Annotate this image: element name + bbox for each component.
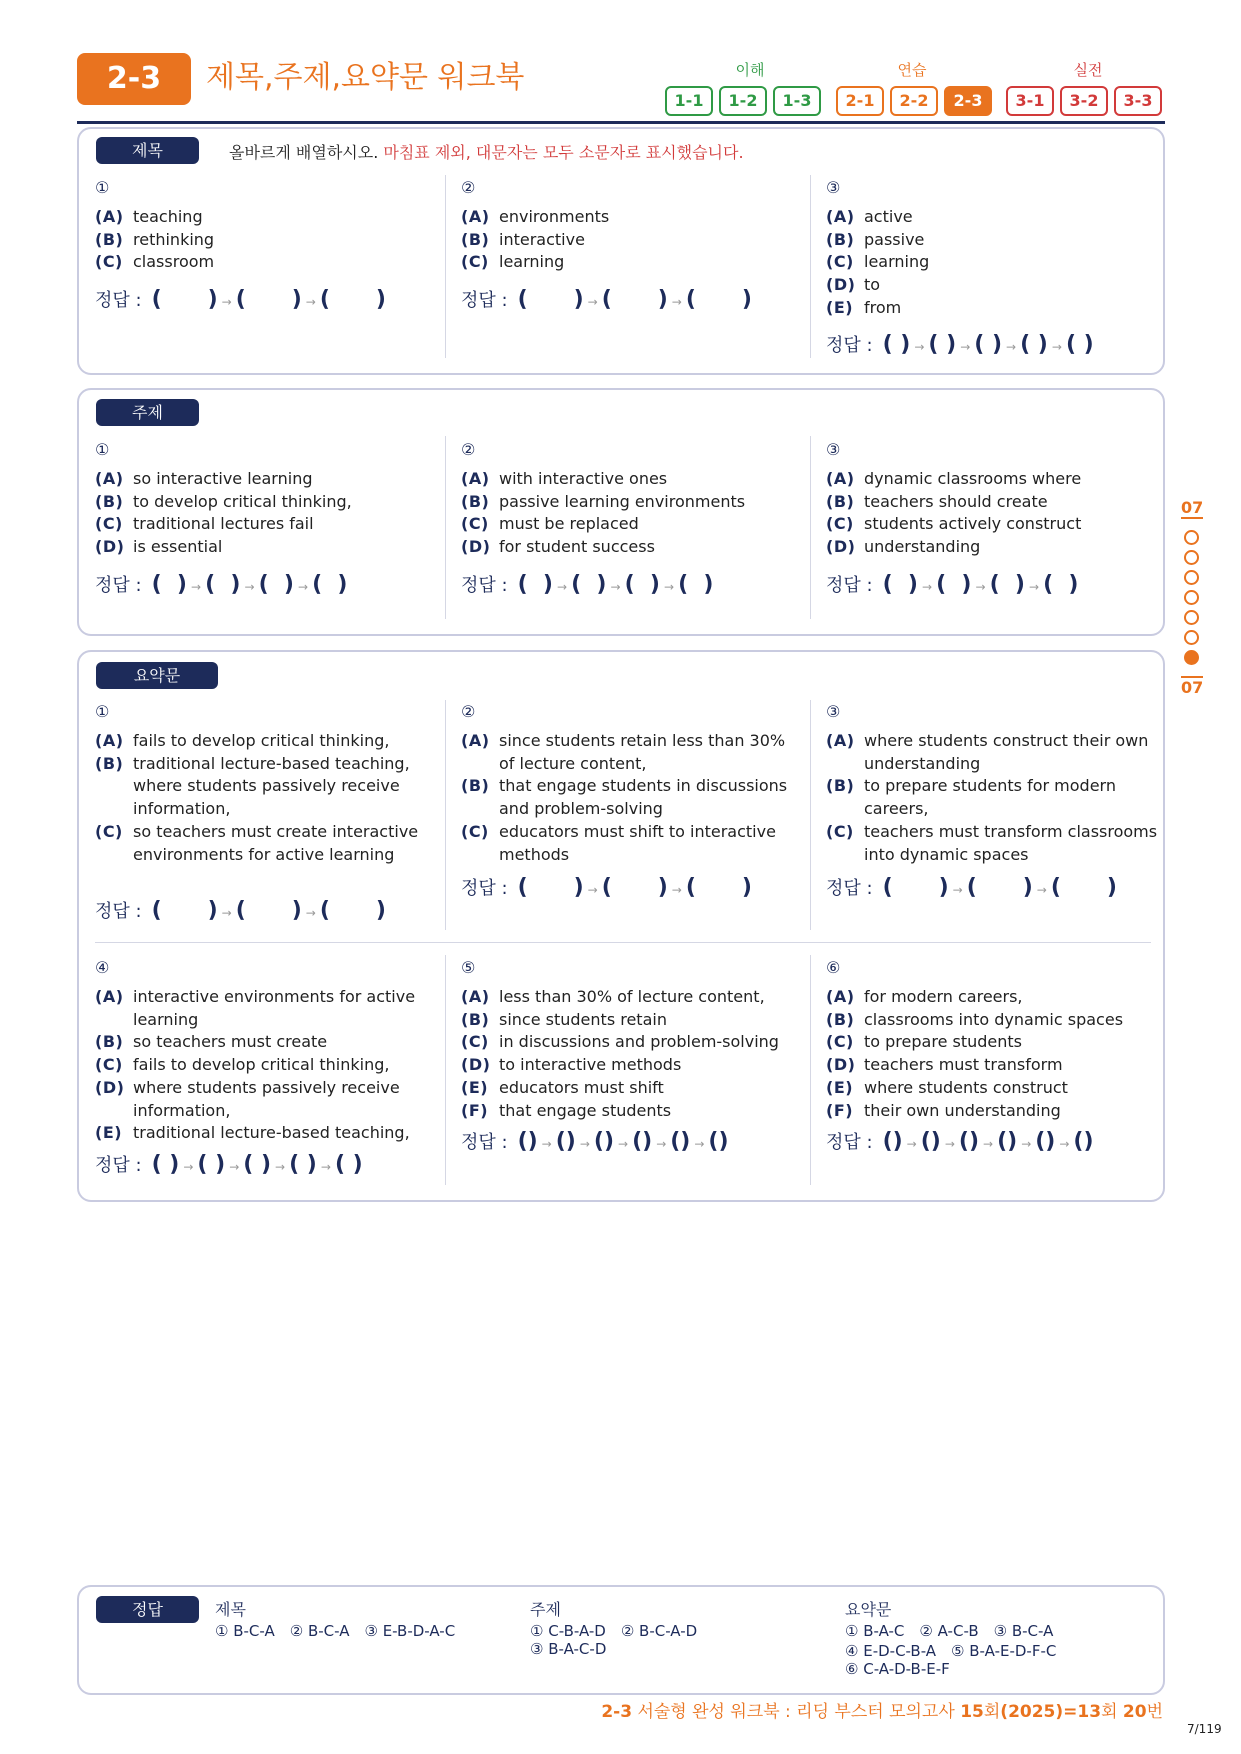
- option: [826, 986, 1161, 1009]
- option-key: (C): [826, 821, 854, 841]
- option-key: (A): [461, 207, 490, 226]
- option-text: passive learning environments: [499, 491, 746, 511]
- option: [826, 491, 1166, 514]
- option: [826, 821, 1161, 866]
- key-summary-head: 요약문: [845, 1600, 892, 1619]
- option: [95, 730, 430, 753]
- option: [826, 206, 1166, 229]
- option: [826, 1054, 1161, 1077]
- answer-slots-4[interactable]: 정답 : ( ) → ( ) → ( ) → ( ): [95, 572, 348, 597]
- option: [461, 229, 801, 252]
- question-number: ①: [95, 702, 110, 721]
- option-key: (B): [826, 776, 855, 796]
- option-key: (D): [826, 537, 856, 557]
- title-instruction: [229, 140, 744, 163]
- step-3-1[interactable]: 3-1: [1006, 86, 1054, 116]
- answer-slots-6[interactable]: 정답 : () → () → () → () → () → (): [461, 1129, 729, 1154]
- key-topic-head: 주제: [530, 1600, 561, 1619]
- option: [826, 1009, 1161, 1032]
- answer-label: 정답 :: [826, 878, 873, 899]
- option-key: (E): [826, 1077, 854, 1097]
- option-key: (C): [826, 252, 854, 272]
- option-text: so teachers must create interactive environments for active learning: [133, 821, 419, 864]
- option: [826, 1100, 1161, 1123]
- page-number: 7/119: [1187, 1722, 1222, 1736]
- option-text: from: [864, 297, 902, 317]
- option: [461, 1077, 796, 1100]
- page-footer: [601, 1697, 1163, 1722]
- option-key: (B): [461, 1009, 490, 1029]
- option-key: (E): [826, 297, 854, 317]
- option-text: to prepare students: [864, 1032, 1022, 1052]
- option-text: learning: [864, 252, 930, 272]
- key-topic-line: ① C-B-A-D ② B-C-A-D: [530, 1622, 698, 1640]
- option-key: (C): [461, 514, 489, 534]
- option-key: (D): [461, 1055, 491, 1075]
- option: [461, 1031, 796, 1054]
- option-key: (A): [95, 731, 124, 750]
- option-text: in discussions and problem-solving: [499, 1032, 779, 1052]
- question-number: ③: [826, 702, 841, 721]
- footer-book: 리딩 부스터 모의고사: [796, 1702, 961, 1722]
- section-badge: 2-3: [77, 53, 191, 105]
- footer-num: 15: [960, 1702, 984, 1722]
- option-text: interactive environments for active learning: [133, 987, 416, 1029]
- option-text: fails to develop critical thinking,: [133, 731, 390, 750]
- answer-label: 정답 :: [461, 1132, 508, 1153]
- option-key: (D): [826, 1055, 856, 1075]
- option: [461, 986, 796, 1009]
- answer-slots-5[interactable]: 정답 : ( ) → ( ) → ( ) → ( ) → ( ): [95, 1152, 363, 1177]
- option-text: that engage students in discussions and problem-solving: [499, 776, 788, 819]
- option-key: (C): [826, 514, 854, 534]
- option: [461, 206, 801, 229]
- title-question-1: [95, 178, 435, 274]
- option-key: (A): [95, 207, 124, 226]
- option-key: (A): [461, 987, 490, 1006]
- side-nav-top-number: 07: [1181, 498, 1204, 517]
- topic-question-1: [95, 440, 435, 559]
- option: [826, 274, 1166, 297]
- option-text: where students construct: [864, 1077, 1068, 1097]
- option-key: (A): [826, 207, 855, 226]
- option-text: dynamic classrooms where: [864, 469, 1082, 488]
- group-label-real: 실전: [1073, 61, 1103, 79]
- option-key: (C): [95, 821, 123, 841]
- question-number: ②: [461, 702, 476, 721]
- option: [95, 251, 435, 274]
- answer-label: 정답 :: [95, 901, 142, 922]
- option-key: (B): [826, 229, 855, 249]
- option-key: (B): [95, 753, 124, 773]
- option-text: where students construct their own understanding: [864, 731, 1149, 773]
- progress-dot: [1184, 590, 1199, 605]
- option: [95, 468, 435, 491]
- option-key: (D): [461, 537, 491, 557]
- option-key: (D): [95, 537, 125, 557]
- key-topic-line: ③ B-A-C-D: [530, 1640, 607, 1658]
- progress-dot: [1184, 610, 1199, 625]
- option-text: classrooms into dynamic spaces: [864, 1009, 1124, 1029]
- row-divider: [95, 942, 1151, 943]
- group-label-practice: 연습: [897, 61, 927, 79]
- step-3-2[interactable]: 3-2: [1060, 86, 1108, 116]
- summary-question-6: [826, 958, 1161, 1122]
- option: [826, 251, 1166, 274]
- option: [826, 229, 1166, 252]
- footer-text: 회: [1101, 1702, 1123, 1722]
- option: [95, 206, 435, 229]
- question-number: ③: [826, 440, 841, 459]
- step-2-3[interactable]: 2-3: [944, 86, 992, 116]
- option-text: rethinking: [133, 229, 215, 249]
- option: [95, 753, 430, 821]
- column-divider: [810, 436, 811, 619]
- option-text: to interactive methods: [499, 1055, 682, 1075]
- question-number: ②: [461, 440, 476, 459]
- option: [95, 491, 435, 514]
- option: [95, 1077, 430, 1122]
- title-question-3: [826, 178, 1166, 320]
- answer-slots-3[interactable]: 정답 : ( ) → ( ) → ( ): [95, 898, 386, 923]
- footer-text: 번: [1146, 1702, 1163, 1722]
- option-key: (A): [826, 469, 855, 488]
- option-key: (B): [461, 491, 490, 511]
- answer-label: 정답 :: [461, 290, 508, 311]
- column-divider: [445, 175, 446, 358]
- question-number: ①: [95, 440, 110, 459]
- answer-slots-6[interactable]: 정답 : () → () → () → () → () → (): [826, 1129, 1094, 1154]
- option-text: traditional lectures fail: [133, 514, 314, 534]
- option-text: understanding: [864, 537, 981, 557]
- option: [461, 730, 796, 775]
- answer-label: 정답 :: [461, 575, 508, 596]
- option-text: since students retain less than 30% of lecture content,: [499, 731, 786, 773]
- option-text: fails to develop critical thinking,: [133, 1055, 390, 1075]
- option-text: teachers should create: [864, 491, 1048, 511]
- step-2-1[interactable]: 2-1: [836, 86, 884, 116]
- option-text: classroom: [133, 252, 215, 272]
- option-text: for student success: [499, 537, 655, 557]
- side-nav-bottom-number: 07: [1181, 678, 1204, 697]
- option: [95, 1122, 430, 1145]
- page-title: 제목,주제,요약문 워크북: [206, 60, 525, 95]
- column-divider: [810, 955, 811, 1185]
- option-key: (B): [826, 491, 855, 511]
- option-text: so teachers must create: [133, 1032, 328, 1052]
- option-key: (C): [461, 821, 489, 841]
- option-text: teachers must transform classrooms into dynamic spaces: [864, 821, 1158, 864]
- summary-question-1: [95, 702, 430, 866]
- option: [95, 821, 430, 866]
- option: [826, 297, 1166, 320]
- column-divider: [810, 700, 811, 930]
- option-text: interactive: [499, 229, 585, 249]
- footer-num: (2025)=13: [1000, 1702, 1102, 1722]
- option-text: their own understanding: [864, 1100, 1061, 1120]
- summary-tag: 요약문: [96, 662, 218, 689]
- option-text: to prepare students for modern careers,: [864, 776, 1116, 819]
- question-number: ⑤: [461, 958, 476, 977]
- option-key: (A): [461, 731, 490, 750]
- option-key: (D): [826, 275, 856, 295]
- option: [461, 468, 801, 491]
- step-1-2[interactable]: 1-2: [719, 86, 767, 116]
- answer-label: 정답 :: [826, 575, 873, 596]
- footer-code: 2-3: [601, 1702, 633, 1722]
- option: [461, 491, 801, 514]
- progress-dot: [1184, 630, 1199, 645]
- option: [826, 513, 1166, 536]
- question-number: ⑥: [826, 958, 841, 977]
- footer-text: 회: [983, 1702, 1001, 1722]
- answer-label: 정답 :: [95, 290, 142, 311]
- option-text: to: [864, 275, 881, 295]
- column-divider: [810, 175, 811, 358]
- option-key: (B): [95, 1032, 124, 1052]
- option-key: (B): [95, 229, 124, 249]
- option-key: (E): [461, 1077, 489, 1097]
- topic-tag: 주제: [96, 399, 199, 426]
- column-divider: [445, 700, 446, 930]
- answer-slots-3[interactable]: 정답 : ( ) → ( ) → ( ): [826, 875, 1117, 900]
- option-key: (C): [95, 514, 123, 534]
- option-text: must be replaced: [499, 514, 639, 534]
- option-text: traditional lecture-based teaching,: [133, 1123, 410, 1143]
- question-number: ③: [826, 178, 841, 197]
- answer-slots-4[interactable]: 정답 : ( ) → ( ) → ( ) → ( ): [461, 572, 714, 597]
- column-divider: [445, 436, 446, 619]
- option: [95, 229, 435, 252]
- option-key: (A): [95, 469, 124, 488]
- summary-question-3: [826, 702, 1161, 866]
- option-text: where students passively receive information,: [133, 1077, 400, 1120]
- answer-label: 정답 :: [95, 575, 142, 596]
- option-text: with interactive ones: [499, 469, 668, 488]
- footer-text: 서술형 완성 워크북 :: [632, 1702, 797, 1722]
- option-text: is essential: [133, 537, 223, 557]
- topic-question-2: [461, 440, 801, 559]
- question-number: ①: [95, 178, 110, 197]
- key-title-line: ① B-C-A ② B-C-A ③ E-B-D-A-C: [215, 1622, 456, 1640]
- answer-label: 정답 :: [95, 1155, 142, 1176]
- instruction-text: 올바르게 배열하시오.: [229, 143, 379, 162]
- option: [461, 1100, 796, 1123]
- answer-slots-3[interactable]: 정답 : ( ) → ( ) → ( ): [95, 287, 386, 312]
- summary-question-4: [95, 958, 430, 1145]
- summary-question-5: [461, 958, 796, 1122]
- option: [826, 536, 1166, 559]
- option-key: (F): [461, 1100, 489, 1120]
- column-divider: [445, 955, 446, 1185]
- option-key: (C): [95, 1055, 123, 1075]
- option: [95, 536, 435, 559]
- option-text: traditional lecture-based teaching, where students passively receive information,: [133, 753, 410, 819]
- question-number: ②: [461, 178, 476, 197]
- option-key: (A): [461, 469, 490, 488]
- option-key: (A): [95, 987, 124, 1006]
- option-key: (C): [95, 252, 123, 272]
- option-key: (B): [826, 1009, 855, 1029]
- option: [826, 1077, 1161, 1100]
- option-text: educators must shift: [499, 1077, 664, 1097]
- option: [461, 513, 801, 536]
- option-text: less than 30% of lecture content,: [499, 987, 765, 1006]
- option-text: educators must shift to interactive methods: [499, 821, 776, 864]
- progress-dot: [1184, 570, 1199, 585]
- option-text: teachers must transform: [864, 1055, 1063, 1075]
- summary-question-2: [461, 702, 796, 866]
- option: [461, 775, 796, 820]
- option-text: active: [864, 207, 913, 226]
- answer-slots-4[interactable]: 정답 : ( ) → ( ) → ( ) → ( ): [826, 572, 1079, 597]
- answer-label: 정답 :: [826, 335, 873, 356]
- option-key: (B): [461, 776, 490, 796]
- option: [826, 730, 1161, 775]
- option-key: (A): [826, 987, 855, 1006]
- answer-key-tag: 정답: [96, 1596, 199, 1623]
- option: [461, 536, 801, 559]
- header-divider: [77, 121, 1165, 124]
- option: [826, 1031, 1161, 1054]
- group-label-understand: 이해: [735, 61, 765, 79]
- option-key: (F): [826, 1100, 854, 1120]
- step-1-1[interactable]: 1-1: [665, 86, 713, 116]
- option-key: (B): [461, 229, 490, 249]
- key-title-head: 제목: [215, 1600, 246, 1619]
- progress-dot: [1184, 550, 1199, 565]
- progress-dot: [1184, 530, 1199, 545]
- footer-num: 20: [1122, 1702, 1147, 1722]
- option: [461, 1054, 796, 1077]
- option-text: for modern careers,: [864, 987, 1023, 1006]
- answer-label: 정답 :: [461, 878, 508, 899]
- option: [461, 1009, 796, 1032]
- answer-label: 정답 :: [826, 1132, 873, 1153]
- option: [95, 986, 430, 1031]
- answer-slots-3[interactable]: 정답 : ( ) → ( ) → ( ): [461, 287, 752, 312]
- answer-slots-3[interactable]: 정답 : ( ) → ( ) → ( ): [461, 875, 752, 900]
- option-key: (A): [826, 731, 855, 750]
- option-text: learning: [499, 252, 565, 272]
- option: [95, 1054, 430, 1077]
- option-key: (B): [95, 491, 124, 511]
- option-text: so interactive learning: [133, 469, 313, 488]
- option-text: teaching: [133, 207, 203, 226]
- step-1-3[interactable]: 1-3: [773, 86, 821, 116]
- option: [826, 468, 1166, 491]
- question-number: ④: [95, 958, 110, 977]
- step-3-3[interactable]: 3-3: [1114, 86, 1162, 116]
- key-summary-line: ① B-A-C ② A-C-B ③ B-C-A: [845, 1622, 1054, 1640]
- option: [95, 1031, 430, 1054]
- option-key: (C): [826, 1032, 854, 1052]
- option: [826, 775, 1161, 820]
- option: [461, 251, 801, 274]
- option-key: (E): [95, 1123, 123, 1143]
- instruction-note: 마침표 제외, 대문자는 모두 소문자로 표시했습니다.: [383, 143, 744, 162]
- option: [461, 821, 796, 866]
- option-text: that engage students: [499, 1100, 672, 1120]
- option-text: passive: [864, 229, 925, 249]
- key-summary-line: ④ E-D-C-B-A ⑤ B-A-E-D-F-C: [845, 1642, 1057, 1660]
- option-key: (D): [95, 1077, 125, 1097]
- option-key: (C): [461, 1032, 489, 1052]
- option-text: students actively construct: [864, 514, 1082, 534]
- key-summary-line: ⑥ C-A-D-B-E-F: [845, 1660, 950, 1678]
- title-question-2: [461, 178, 801, 274]
- answer-slots-5[interactable]: 정답 : ( ) → ( ) → ( ) → ( ) → ( ): [826, 332, 1094, 357]
- option-key: (C): [461, 252, 489, 272]
- option-text: to develop critical thinking,: [133, 491, 352, 511]
- option-text: environments: [499, 207, 610, 226]
- title-tag: 제목: [96, 137, 199, 164]
- option-text: since students retain: [499, 1009, 667, 1029]
- progress-dot-active: [1184, 650, 1199, 665]
- option: [95, 513, 435, 536]
- step-2-2[interactable]: 2-2: [890, 86, 938, 116]
- topic-question-3: [826, 440, 1166, 559]
